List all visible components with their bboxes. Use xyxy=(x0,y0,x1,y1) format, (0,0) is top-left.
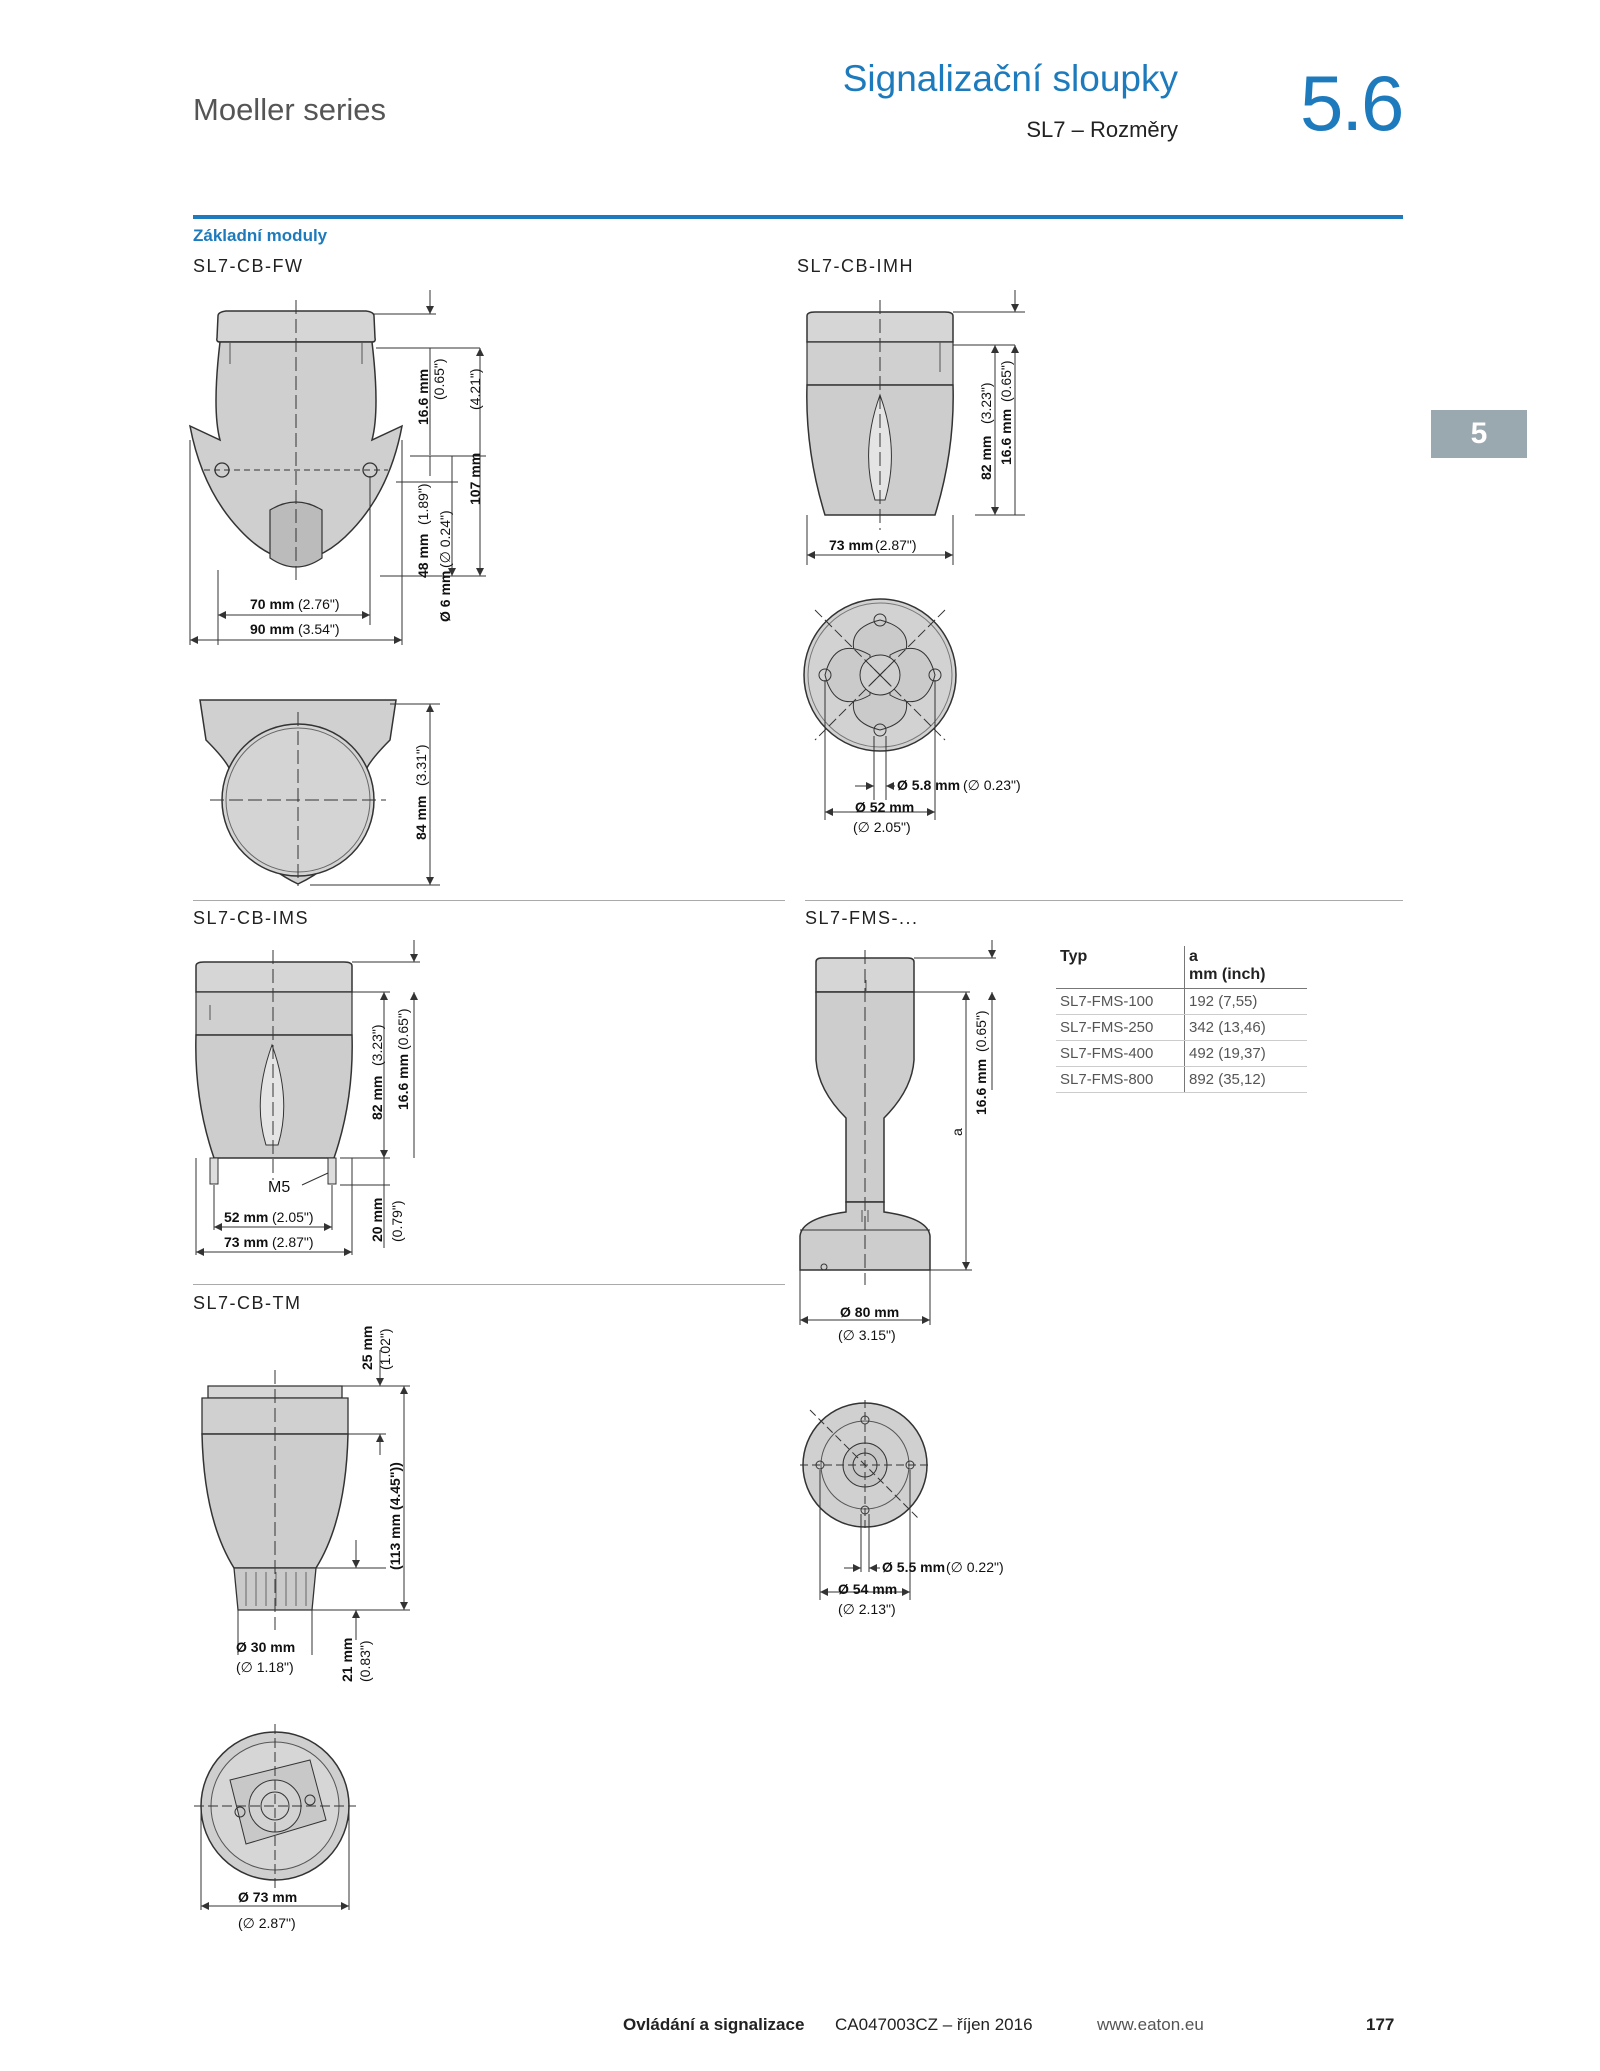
page-subtitle: SL7 – Rozměry xyxy=(1026,117,1178,142)
figure-label-fw: SL7-CB-FW xyxy=(193,256,304,276)
dim-hole-fw-inch: (∅ 0.24") xyxy=(437,510,453,568)
dim-73-ims: 73 mm xyxy=(224,1234,269,1250)
series-name: Moeller series xyxy=(193,92,386,127)
dim-25-tm: 25 mm xyxy=(359,1325,375,1370)
dim-25-tm-inch: (1.02") xyxy=(377,1328,393,1370)
dim-166-ims: 16.6 mm xyxy=(395,1053,411,1110)
chapter-tab[interactable]: 5 xyxy=(1431,410,1527,458)
dim-166-ims-inch: (0.65") xyxy=(395,1008,411,1050)
dim-84-fw: 84 mm xyxy=(413,795,429,840)
dim-width70-fw: 70 mm xyxy=(250,596,295,612)
dim-55-fms-inch: (∅ 0.22") xyxy=(946,1559,1004,1575)
dim-82-ims: 82 mm xyxy=(369,1075,385,1120)
section-title: Základní moduly xyxy=(193,226,328,245)
dim-21-tm-inch: (0.83") xyxy=(357,1640,373,1682)
table-cell-a: 492 (19,37) xyxy=(1185,1041,1308,1067)
chapter-number: 5.6 xyxy=(1300,59,1403,147)
dim-height-fw-inch: (4.21") xyxy=(467,368,483,410)
dim-21-tm: 21 mm xyxy=(339,1637,355,1682)
table-cell-typ: SL7-FMS-250 xyxy=(1056,1015,1185,1041)
dim-80-fms-inch: (∅ 3.15") xyxy=(838,1327,896,1343)
dim-73-tm: Ø 73 mm xyxy=(238,1889,298,1905)
dim-width70-fw-inch: (2.76") xyxy=(298,596,340,612)
dim-166-fms: 16.6 mm xyxy=(973,1058,989,1115)
dim-30-tm-inch: (∅ 1.18") xyxy=(236,1659,294,1675)
dim-20-ims: 20 mm xyxy=(369,1197,385,1242)
dim-58-imh-inch: (∅ 0.23") xyxy=(963,777,1021,793)
dim-54-fms: Ø 54 mm xyxy=(838,1581,898,1597)
dim-82-imh-inch: (3.23") xyxy=(978,382,994,424)
drawing-fw-bottom xyxy=(190,690,450,890)
table-row xyxy=(1056,989,1307,1015)
dim-mid-fw-inch: (1.89") xyxy=(415,483,431,525)
dim-80-fms: Ø 80 mm xyxy=(840,1304,900,1320)
figure-label-fms: SL7-FMS-... xyxy=(805,908,919,928)
dim-73-imh-inch: (2.87") xyxy=(875,537,917,553)
table-cell-typ: SL7-FMS-800 xyxy=(1056,1067,1185,1093)
dim-52-imh-inch: (∅ 2.05") xyxy=(853,819,911,835)
footer-section: Ovládání a signalizace xyxy=(623,2015,805,2034)
table-header-a-unit: mm (inch) xyxy=(1189,966,1266,983)
fms-dimension-table xyxy=(1056,946,1307,1093)
separator xyxy=(805,900,1403,901)
dim-82-ims-inch: (3.23") xyxy=(369,1024,385,1066)
table-row xyxy=(1056,1041,1307,1067)
table-cell-a: 192 (7,55) xyxy=(1185,989,1308,1015)
table-header-a-name: a xyxy=(1189,948,1198,965)
drawing-imh-side xyxy=(795,290,1055,570)
dim-166-imh: 16.6 mm xyxy=(998,408,1014,465)
table-row xyxy=(1056,1067,1307,1093)
dim-top-fw: 16.6 mm xyxy=(415,368,431,425)
thread-m5-label: M5 xyxy=(268,1179,291,1196)
separator xyxy=(193,900,785,901)
page-number: 177 xyxy=(1366,2015,1395,2034)
header-rule xyxy=(193,215,1403,219)
drawing-fms-side xyxy=(800,940,1040,1350)
figure-label-tm: SL7-CB-TM xyxy=(193,1293,302,1313)
dim-82-imh: 82 mm xyxy=(978,435,994,480)
dim-55-fms: Ø 5.5 mm xyxy=(882,1559,946,1575)
dim-top-fw-inch: (0.65") xyxy=(431,358,447,400)
dim-113-tm: (113 mm (4.45")) xyxy=(387,1462,403,1570)
table-cell-a: 892 (35,12) xyxy=(1185,1067,1308,1093)
drawing-fms-bottom xyxy=(800,1400,1060,1620)
dim-hole-fw: Ø 6 mm xyxy=(437,570,453,622)
dim-58-imh: Ø 5.8 mm xyxy=(897,777,961,793)
drawing-ims xyxy=(190,940,450,1270)
table-header-typ: Typ xyxy=(1056,946,1185,989)
table-cell-a: 342 (13,46) xyxy=(1185,1015,1308,1041)
separator xyxy=(193,1284,785,1285)
dim-width90-fw: 90 mm xyxy=(250,621,295,637)
drawing-fw-side xyxy=(190,280,530,650)
dim-73-ims-inch: (2.87") xyxy=(272,1234,314,1250)
dim-20-ims-inch: (0.79") xyxy=(389,1200,405,1242)
dim-height-fw: 107 mm xyxy=(467,452,483,505)
drawing-tm-side xyxy=(190,1310,450,1680)
dim-73-tm-inch: (∅ 2.87") xyxy=(238,1915,296,1931)
dim-54-fms-inch: (∅ 2.13") xyxy=(838,1601,896,1617)
footer-doc: CA047003CZ – říjen 2016 xyxy=(835,2015,1033,2034)
dim-52-ims-inch: (2.05") xyxy=(272,1209,314,1225)
drawing-tm-bottom xyxy=(190,1720,390,1940)
table-cell-typ: SL7-FMS-100 xyxy=(1056,989,1185,1015)
dim-52-imh: Ø 52 mm xyxy=(855,799,915,815)
drawing-imh-bottom xyxy=(795,590,1065,840)
dim-166-imh-inch: (0.65") xyxy=(998,360,1014,402)
dim-73-imh: 73 mm xyxy=(829,537,874,553)
dim-84-fw-inch: (3.31") xyxy=(413,744,429,786)
dim-a-fms: a xyxy=(949,1128,965,1136)
dim-30-tm: Ø 30 mm xyxy=(236,1639,296,1655)
dim-width90-fw-inch: (3.54") xyxy=(298,621,340,637)
table-header-a xyxy=(1185,946,1308,989)
table-row xyxy=(1056,1015,1307,1041)
dim-mid-fw: 48 mm xyxy=(415,533,431,578)
table-cell-typ: SL7-FMS-400 xyxy=(1056,1041,1185,1067)
dim-52-ims: 52 mm xyxy=(224,1209,269,1225)
figure-label-ims: SL7-CB-IMS xyxy=(193,908,310,928)
table-header-row xyxy=(1056,946,1307,989)
page-title: Signalizační sloupky xyxy=(842,58,1178,99)
footer-url[interactable]: www.eaton.eu xyxy=(1097,2015,1204,2034)
dim-166-fms-inch: (0.65") xyxy=(973,1010,989,1052)
figure-label-imh: SL7-CB-IMH xyxy=(797,256,915,276)
